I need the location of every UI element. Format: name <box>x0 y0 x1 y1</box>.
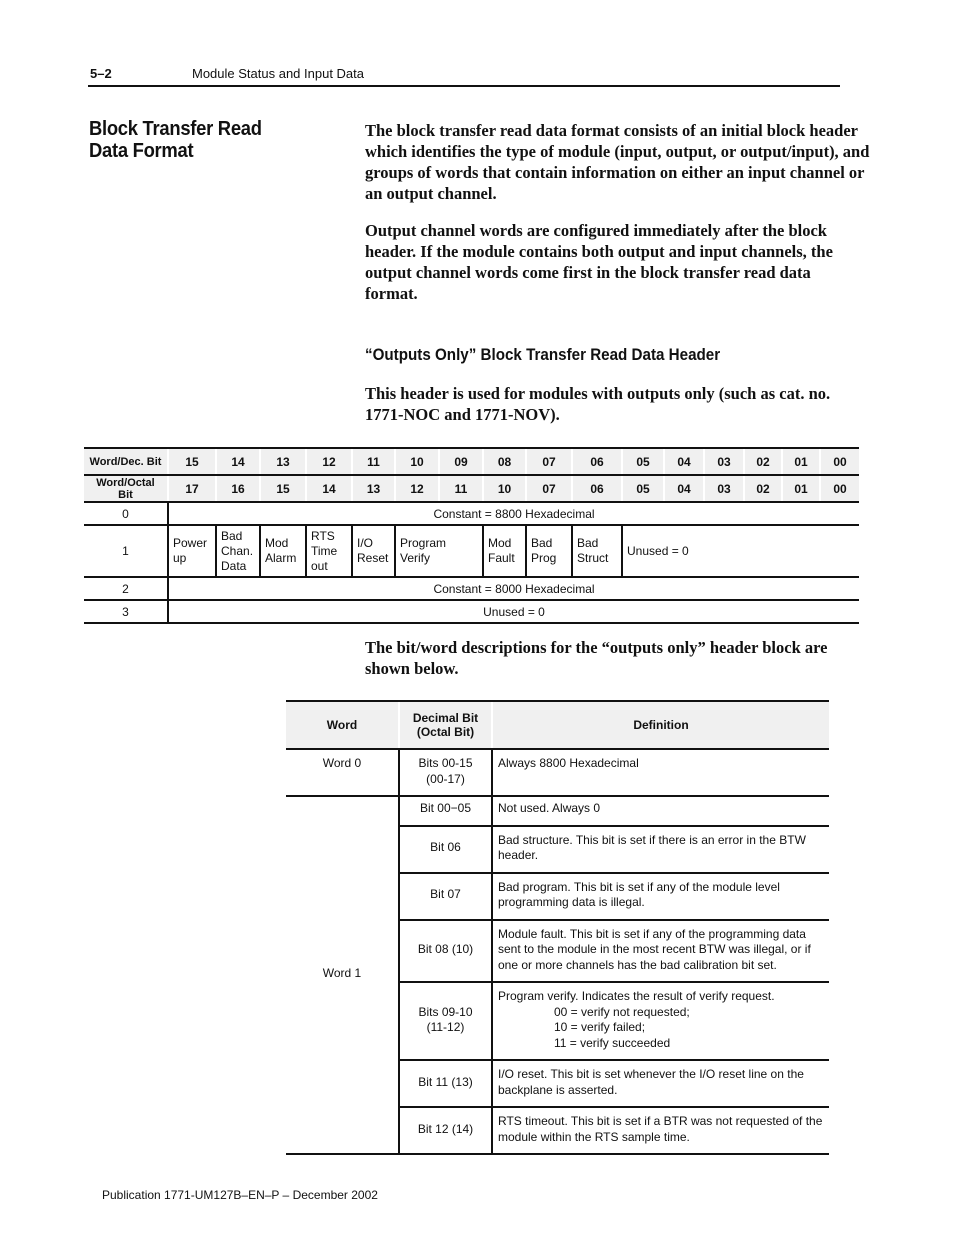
bit-cell: 16 <box>216 475 260 502</box>
word-0-value: Constant = 8800 Hexadecimal <box>168 502 859 525</box>
bit-cell: 00 <box>820 475 859 502</box>
subsection-heading: “Outputs Only” Block Transfer Read Data Header <box>365 346 721 364</box>
bit-field-mod-fault: Mod Fault <box>483 525 526 577</box>
page-number: 5–2 <box>90 66 112 81</box>
bit-cell: 09 <box>439 448 483 475</box>
decimal-bit-label: Word/Dec. Bit <box>84 448 168 475</box>
word-number: 2 <box>84 577 168 600</box>
table-row <box>286 749 829 796</box>
bit-cell: Bit 07 <box>399 873 492 920</box>
table-row <box>286 796 829 826</box>
bit-cell: Bit 00−05 <box>399 796 492 826</box>
definition-cell: Module fault. This bit is set if any of the programming data sent to the module in the most recent BTW was illegal, or if one or more channels has the bad calibration bit set. <box>492 920 829 983</box>
bit-cell: 02 <box>744 448 782 475</box>
header-bit-table <box>84 447 859 624</box>
bit-cell: 14 <box>216 448 260 475</box>
bit-cell: 13 <box>260 448 306 475</box>
word-2-row <box>84 577 859 600</box>
bit-cell: 04 <box>664 448 704 475</box>
section-title-line-1: Block Transfer Read <box>89 118 262 140</box>
bit-cell: 05 <box>622 448 664 475</box>
word-3-value: Unused = 0 <box>168 600 859 623</box>
publication-footer: Publication 1771-UM127B–EN–P – December 2002 <box>102 1188 378 1202</box>
bit-field-io-reset: I/O Reset <box>352 525 395 577</box>
verify-option: 00 = verify not requested; <box>554 1004 690 1019</box>
output-channel-paragraph: Output channel words are configured immediately after the block header. If the module contains both output and input channels, the output channel words come first in the block transfer read data format. <box>365 221 833 303</box>
word-cell: Word 0 <box>286 749 399 796</box>
definition-text: Program verify. Indicates the result of verify request. <box>498 989 775 1003</box>
bit-definitions-table <box>286 700 829 1155</box>
bit-cell: 15 <box>260 475 306 502</box>
section-title-line-2: Data Format <box>89 140 194 162</box>
definition-cell: Bad structure. This bit is set if there is an error in the BTW header. <box>492 826 829 873</box>
section-title <box>89 118 301 162</box>
word-1-row <box>84 525 859 577</box>
definition-cell <box>492 982 829 1060</box>
bit-cell: 12 <box>306 448 352 475</box>
bit-field-unused: Unused = 0 <box>622 525 859 577</box>
bit-field-bad-struct: Bad Struct <box>572 525 622 577</box>
verify-option: 10 = verify failed; <box>554 1020 646 1034</box>
bit-cell: 03 <box>704 448 744 475</box>
definition-cell: Always 8800 Hexadecimal <box>492 749 829 796</box>
bit-cell: 11 <box>439 475 483 502</box>
col-header-word: Word <box>286 701 399 749</box>
bit-cell <box>399 982 492 1060</box>
word-number: 1 <box>84 525 168 577</box>
verify-option: 11 = verify succeeded <box>554 1035 671 1050</box>
bit-cell: 01 <box>782 475 820 502</box>
bit-field-bad-prog: Bad Prog <box>526 525 572 577</box>
bit-cell: 03 <box>704 475 744 502</box>
intro-paragraph: The block transfer read data format consists of an initial block header which identifies the type of module (input, output, or output/input), and groups of words that contain information on either an input channel or an output channel. <box>365 121 870 203</box>
bit-cell: 12 <box>395 475 439 502</box>
bit-cell: 11 <box>352 448 395 475</box>
col-header-bit <box>399 701 492 749</box>
bit-cell: 14 <box>306 475 352 502</box>
descriptions-intro-paragraph: The bit/word descriptions for the “outputs only” header block are shown below. <box>365 638 828 678</box>
bit-cell: 10 <box>395 448 439 475</box>
bit-cell: 13 <box>352 475 395 502</box>
word-number: 3 <box>84 600 168 623</box>
col-header-definition: Definition <box>492 701 829 749</box>
bit-field-rts-timeout: RTS Time out <box>306 525 352 577</box>
definition-cell: I/O reset. This bit is set whenever the I/O reset line on the backplane is asserted. <box>492 1060 829 1107</box>
bit-cell: 15 <box>168 448 216 475</box>
bit-cell: 07 <box>526 448 572 475</box>
word-0-row <box>84 502 859 525</box>
bit-cell: 06 <box>572 475 622 502</box>
word-2-value: Constant = 8000 Hexadecimal <box>168 577 859 600</box>
header-rule <box>88 85 840 87</box>
bit-cell: 08 <box>483 448 526 475</box>
bit-field-power-up: Power up <box>168 525 216 577</box>
octal-bit-row <box>84 475 859 502</box>
decimal-bit-row <box>84 448 859 475</box>
bit-cell: Bit 12 (14) <box>399 1107 492 1154</box>
bit-cell: 05 <box>622 475 664 502</box>
bit-cell: 01 <box>782 448 820 475</box>
bit-cell: 06 <box>572 448 622 475</box>
definitions-header-row <box>286 701 829 749</box>
definition-cell: Not used. Always 0 <box>492 796 829 826</box>
bit-cell: 10 <box>483 475 526 502</box>
word-cell: Word 1 <box>286 796 399 1154</box>
word-number: 0 <box>84 502 168 525</box>
bit-cell <box>399 749 492 796</box>
definition-cell: RTS timeout. This bit is set if a BTR was not requested of the module within the RTS sample time. <box>492 1107 829 1154</box>
bit-field-bad-chan-data: Bad Chan. Data <box>216 525 260 577</box>
bit-field-program-verify: Program Verify <box>395 525 483 577</box>
bit-cell: 00 <box>820 448 859 475</box>
octal-bit-label: Word/Octal Bit <box>84 475 168 502</box>
bit-cell: 17 <box>168 475 216 502</box>
definition-cell: Bad program. This bit is set if any of the module level programming data is illegal. <box>492 873 829 920</box>
col-header-bit-text: Decimal Bit (Octal Bit) <box>412 711 479 739</box>
word-3-row <box>84 600 859 623</box>
bit-cell: Bit 08 (10) <box>399 920 492 983</box>
bit-cell-text: Bits 09-10 (11-12) <box>418 1004 473 1034</box>
running-title: Module Status and Input Data <box>192 66 365 81</box>
bit-cell-text: Bits 00-15 (00-17) <box>418 756 473 786</box>
header-usage-paragraph: This header is used for modules with outputs only (such as cat. no. 1771-NOC and 1771-NOV). <box>365 384 831 424</box>
bit-cell: 04 <box>664 475 704 502</box>
bit-cell: Bit 11 (13) <box>399 1060 492 1107</box>
bit-field-mod-alarm: Mod Alarm <box>260 525 306 577</box>
bit-cell: 02 <box>744 475 782 502</box>
bit-cell: 07 <box>526 475 572 502</box>
bit-cell: Bit 06 <box>399 826 492 873</box>
